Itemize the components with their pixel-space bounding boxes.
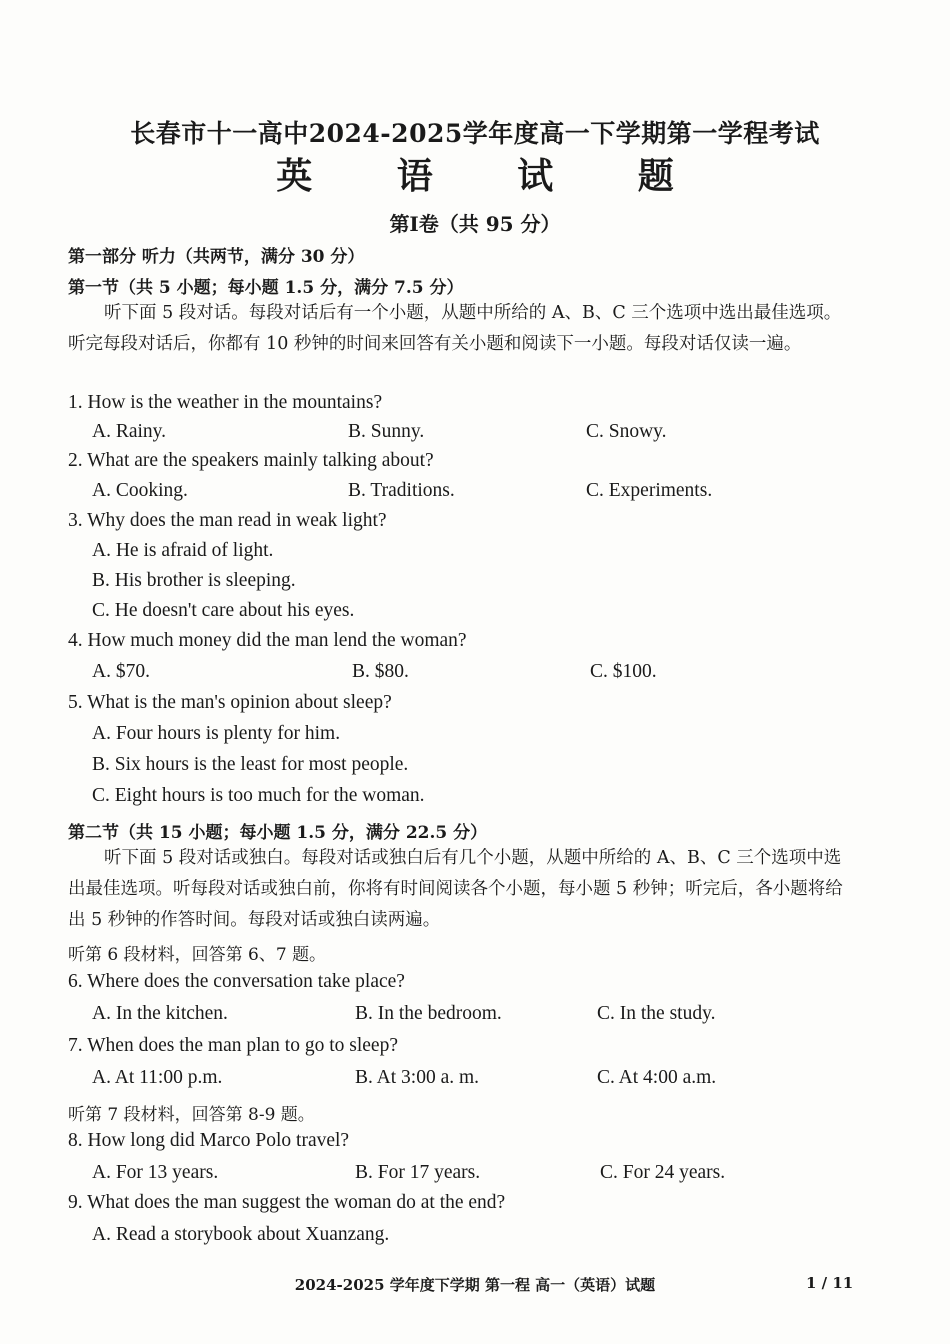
option-a: A. Four hours is plenty for him. xyxy=(92,723,341,744)
question-stem: 6. Where does the conversation take place? xyxy=(68,971,405,992)
option-c: C. Eight hours is too much for the woman. xyxy=(92,785,425,806)
option-a: A. He is afraid of light. xyxy=(92,540,274,561)
subject-title: 英 语 试 题 xyxy=(276,155,710,197)
page-footer: 2024-2025 学年度下学期 第一程 高一（英语）试题 xyxy=(294,1276,656,1294)
section2-directions: 听下面 5 段对话或独白。每段对话或独白后有几个小题，从题中所给的 A、B、C 三个选项中选出最佳选项。听每段对话或独白前，你将有时间阅读各个小题，每小题 5 秒钟；听完后，各小题将给出 5 秒钟的作答时间。每段对话或独白读两遍。 xyxy=(68,848,843,930)
option-a: A. For 13 years. xyxy=(92,1162,219,1183)
option-c: C. At 4:00 a.m. xyxy=(597,1067,717,1088)
option-b: B. His brother is sleeping. xyxy=(92,570,296,591)
page-number: 1 / 11 xyxy=(806,1274,854,1292)
question-stem: 5. What is the man's opinion about sleep? xyxy=(68,692,392,713)
section1-heading: 第一节（共 5 小题；每小题 1.5 分，满分 7.5 分） xyxy=(68,278,464,298)
question-stem: 7. When does the man plan to go to sleep? xyxy=(68,1035,398,1056)
material-note: 听第 6 段材料，回答第 6、7 题。 xyxy=(68,945,327,965)
material-note: 听第 7 段材料，回答第 8-9 题。 xyxy=(68,1105,315,1125)
option-a: A. $70. xyxy=(92,661,150,682)
option-b: B. $80. xyxy=(352,661,409,682)
question-stem: 3. Why does the man read in weak light? xyxy=(68,510,387,531)
option-b: B. At 3:00 a. m. xyxy=(355,1067,480,1088)
section2-heading: 第二节（共 15 小题；每小题 1.5 分，满分 22.5 分） xyxy=(68,823,488,843)
option-c: C. Experiments. xyxy=(586,480,713,501)
option-c: C. Snowy. xyxy=(586,421,667,442)
option-c: C. $100. xyxy=(590,661,657,682)
option-b: B. Sunny. xyxy=(348,421,425,442)
option-a: A. In the kitchen. xyxy=(92,1003,228,1024)
question-stem: 8. How long did Marco Polo travel? xyxy=(68,1130,350,1151)
option-b: B. For 17 years. xyxy=(355,1162,481,1183)
option-c: C. In the study. xyxy=(597,1003,716,1024)
question-stem: 1. How is the weather in the mountains? xyxy=(68,392,383,413)
option-a: A. Cooking. xyxy=(92,480,188,501)
option-c: C. For 24 years. xyxy=(600,1162,726,1183)
exam-title: 长春市十一高中2024-2025学年度高一下学期第一学程考试 xyxy=(130,119,820,148)
option-a: A. At 11:00 p.m. xyxy=(92,1067,223,1088)
option-b: B. Traditions. xyxy=(348,480,455,501)
section1-directions: 听下面 5 段对话。每段对话后有一个小题，从题中所给的 A、B、C 三个选项中选出最佳选项。听完每段对话后，你都有 10 秒钟的时间来回答有关小题和阅读下一小题。每段对话仅读一遍。 xyxy=(68,303,842,354)
option-c: C. He doesn't care about his eyes. xyxy=(92,600,355,621)
option-a: A. Read a storybook about Xuanzang. xyxy=(92,1224,390,1245)
question-stem: 2. What are the speakers mainly talking about? xyxy=(68,450,434,471)
option-a: A. Rainy. xyxy=(92,421,167,442)
part1-heading: 第一部分 听力（共两节，满分 30 分） xyxy=(68,247,365,267)
question-stem: 9. What does the man suggest the woman do at the end? xyxy=(68,1192,506,1213)
option-b: B. Six hours is the least for most people. xyxy=(92,754,409,775)
volume-heading: 第Ⅰ卷（共 95 分） xyxy=(389,212,561,236)
question-stem: 4. How much money did the man lend the woman? xyxy=(68,630,467,651)
option-b: B. In the bedroom. xyxy=(355,1003,502,1024)
